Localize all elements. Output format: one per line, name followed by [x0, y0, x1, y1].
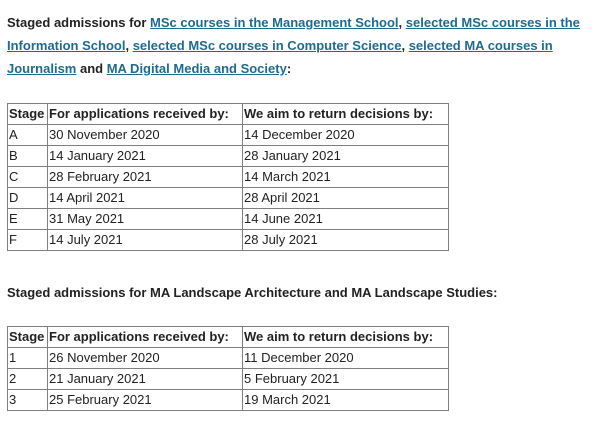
decision-date-cell: 11 December 2020 [243, 348, 449, 369]
stage-cell: A [8, 125, 48, 146]
intro-paragraph [7, 11, 607, 80]
header-stage: Stage [8, 327, 48, 348]
intro-and: and [76, 61, 107, 76]
decision-date-cell: 14 March 2021 [243, 167, 449, 188]
table-header-row [8, 104, 449, 125]
applications-date-cell: 14 April 2021 [48, 188, 243, 209]
applications-date-cell: 14 July 2021 [48, 230, 243, 251]
table-row [8, 348, 449, 369]
decision-date-cell: 28 April 2021 [243, 188, 449, 209]
stage-cell: C [8, 167, 48, 188]
table-row [8, 390, 449, 411]
stage-cell: D [8, 188, 48, 209]
intro-separator: , [398, 15, 406, 30]
decision-date-cell: 5 February 2021 [243, 369, 449, 390]
link-msc-computer-science[interactable]: selected MSc courses in Computer Science [132, 38, 402, 53]
decision-date-cell: 28 July 2021 [243, 230, 449, 251]
landscape-admissions-heading: Staged admissions for MA Landscape Architecture and MA Landscape Studies: [7, 285, 498, 300]
stage-cell: 3 [8, 390, 48, 411]
decision-date-cell: 28 January 2021 [243, 146, 449, 167]
applications-date-cell: 26 November 2020 [48, 348, 243, 369]
intro-prefix: Staged admissions for [7, 15, 151, 30]
stage-cell: 1 [8, 348, 48, 369]
staged-admissions-table-1 [7, 103, 449, 251]
link-msc-information-school[interactable]: selected MSc courses in the Information School [7, 15, 580, 53]
intro-separator: , [125, 38, 133, 53]
link-ma-digital-media-society[interactable]: MA Digital Media and Society [106, 61, 287, 76]
table-header-row [8, 327, 449, 348]
decision-date-cell: 14 December 2020 [243, 125, 449, 146]
applications-date-cell: 25 February 2021 [48, 390, 243, 411]
applications-date-cell: 28 February 2021 [48, 167, 243, 188]
stage-cell: E [8, 209, 48, 230]
applications-date-cell: 14 January 2021 [48, 146, 243, 167]
link-msc-management-school[interactable]: MSc courses in the Management School [150, 15, 399, 30]
intro-suffix: : [286, 61, 292, 76]
stage-cell: 2 [8, 369, 48, 390]
table-row [8, 146, 449, 167]
header-decisions-by: We aim to return decisions by: [243, 327, 449, 348]
link-ma-journalism[interactable]: selected MA courses in Journalism [7, 38, 553, 76]
header-decisions-by: We aim to return decisions by: [243, 104, 449, 125]
applications-date-cell: 30 November 2020 [48, 125, 243, 146]
stage-cell: B [8, 146, 48, 167]
header-applications-received: For applications received by: [48, 327, 243, 348]
decision-date-cell: 14 June 2021 [243, 209, 449, 230]
table-row [8, 167, 449, 188]
stage-cell: F [8, 230, 48, 251]
staged-admissions-table-2 [7, 326, 449, 411]
applications-date-cell: 21 January 2021 [48, 369, 243, 390]
applications-date-cell: 31 May 2021 [48, 209, 243, 230]
table-row [8, 209, 449, 230]
decision-date-cell: 19 March 2021 [243, 390, 449, 411]
table-row [8, 230, 449, 251]
table-row [8, 369, 449, 390]
header-stage: Stage [8, 104, 48, 125]
intro-separator: , [401, 38, 409, 53]
header-applications-received: For applications received by: [48, 104, 243, 125]
table-row [8, 188, 449, 209]
table-row [8, 125, 449, 146]
